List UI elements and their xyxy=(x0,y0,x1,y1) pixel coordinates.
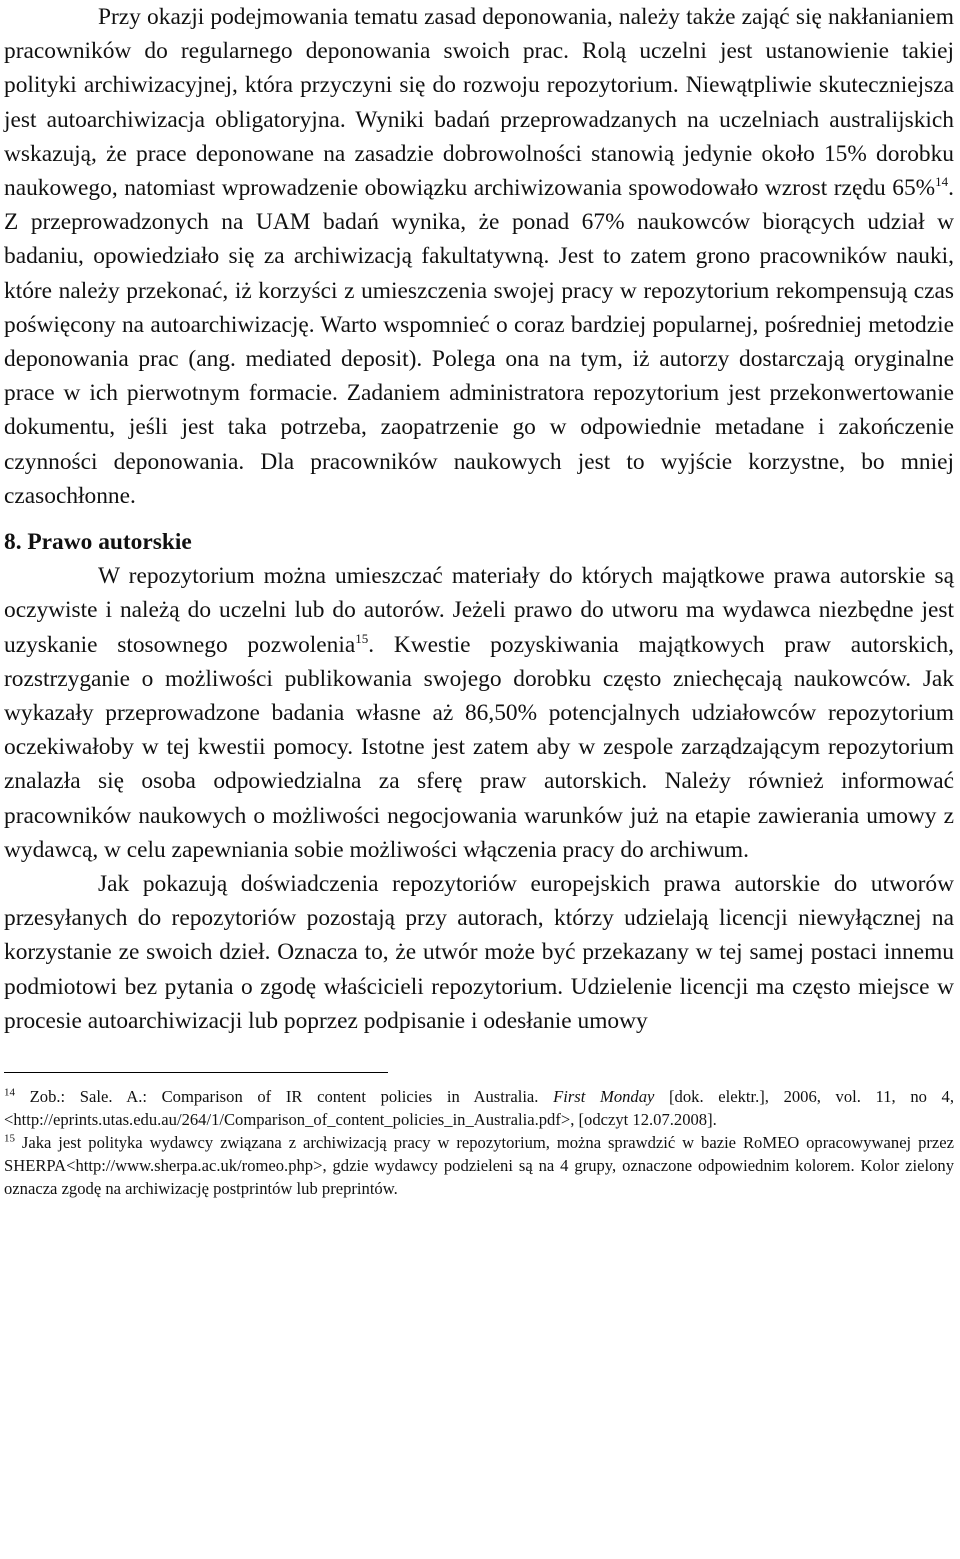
footnote-14 xyxy=(4,1085,954,1131)
footnote-text: [dok. elektr.], 2006, vol. 11, no 4, <http://eprints.utas.edu.au/264/1/Comparison_of_content_policies_in_Australia.pdf>, [odczyt 12.07.2008]. xyxy=(4,1087,955,1130)
paragraph-text: . Kwestie pozyskiwania majątkowych praw autorskich, rozstrzyganie o możliwości publikowania swojego dorobku często zniechęcają naukowców. Jak wykazały przeprowadzone badania własne aż 86,50% potencjalnych udziałowców repozytorium oczekiwałoby w tej kwestii pomocy. Istotne jest zatem aby w zespole zarządzającym repozytorium znalazła się osoba odpowiedzialna za sferę praw autorskich. Należy również informować pracowników naukowych o możliwości negocjowania warunków już na etapie zawierania umowy z wydawcą, w celu zapewniania sobie możliwości włączenia pracy do archiwum. xyxy=(4,631,955,863)
footnote-text: Jaka jest polityka wydawcy związana z archiwizacją pracy w repozytorium, można sprawdzić w bazie RoMEO opracowywanej przez SHERPA<http://www.sherpa.ac.uk/romeo.php>, gdzie wydawcy podzieleni są na 4 grupy, oznaczone odpowiednim kolorem. Kolor zielony oznacza zgodę na archiwizację postprintów lub preprintów. xyxy=(4,1133,954,1199)
paragraph-text: Przy okazji podejmowania tematu zasad deponowania, należy także zająć się nakłanianiem pracowników do regularnego deponowania swoich prac. Rolą uczelni jest ustanowienie takiej polityki archiwizacyjnej, która przyczyni się do rozwoju repozytorium. Niewątpliwie skuteczniejsza jest autoarchiwizacja obligatoryjna. Wyniki badań przeprowadzanych na uczelniach australijskich wskazują, że prace deponowane na zasadzie dobrowolności stanowią jedynie około 15% dorobku naukowego, natomiast wprowadzenie obowiązku archiwizowania spowodowało wzrost rzędu 65% xyxy=(4,4,954,202)
footnote-ref-15[interactable]: 15 xyxy=(355,630,369,646)
paragraph-text: W repozytorium można umieszczać materiały do których majątkowe prawa autorskie są oczywiste i należą do uczelni lub do autorów. Jeżeli prawo do utworu ma wydawca niezbędne jest uzyskanie stosownego pozwolenia xyxy=(4,563,954,658)
footnote-ref-14[interactable]: 14 xyxy=(935,174,949,190)
footnote-15 xyxy=(4,1131,954,1200)
paragraph-copyright xyxy=(4,559,954,867)
document-page xyxy=(4,0,954,1200)
paragraph-deposit-policy xyxy=(4,0,954,513)
footnote-separator xyxy=(4,1072,388,1073)
section-heading: 8. Prawo autorskie xyxy=(4,529,192,556)
footnote-number: 15 xyxy=(4,1132,15,1145)
paragraph-text: . Z przeprowadzonych na UAM badań wynika, że ponad 67% naukowców biorących udział w badaniu, opowiedziało się za archiwizacją fakultatywną. Jest to zatem grono pracowników nauki, które należy przekonać, iż korzyści z umieszczenia swojej pracy w repozytorium rekompensują czas poświęcony na autoarchiwizację. Warto wspomnieć o coraz bardziej popularnej, pośredniej metodzie deponowania prac (ang. mediated deposit). Polega ona na tym, iż autorzy dostarczają oryginalne prace w ich pierwotnym formacie. Zadaniem administratora repozytorium jest przekonwertowanie dokumentu, jeśli jest taka potrzeba, zaopatrzenie go w odpowiednie metadane i zakończenie czynności deponowania. Dla pracowników naukowych jest to wyjście korzystne, bo mniej czasochłonne. xyxy=(4,175,954,509)
journal-title: First Monday xyxy=(553,1087,655,1107)
paragraph-european-repositories: Jak pokazują doświadczenia repozytoriów europejskich prawa autorskie do utworów przesyłanych do repozytoriów pozostają przy autorach, którzy udzielają licencji niewyłącznej na korzystanie ze swoich dzieł. Oznacza to, że utwór może być przekazany w tej samej postaci innemu podmiotowi bez pytania o zgodę właścicieli repozytorium. Udzielenie licencji ma często miejsce w procesie autoarchiwizacji lub poprzez podpisanie i odesłanie umowy xyxy=(4,871,954,1034)
footnote-text: Zob.: Sale. A.: Comparison of IR content policies in Australia. xyxy=(15,1087,554,1107)
footnote-number: 14 xyxy=(4,1086,15,1099)
